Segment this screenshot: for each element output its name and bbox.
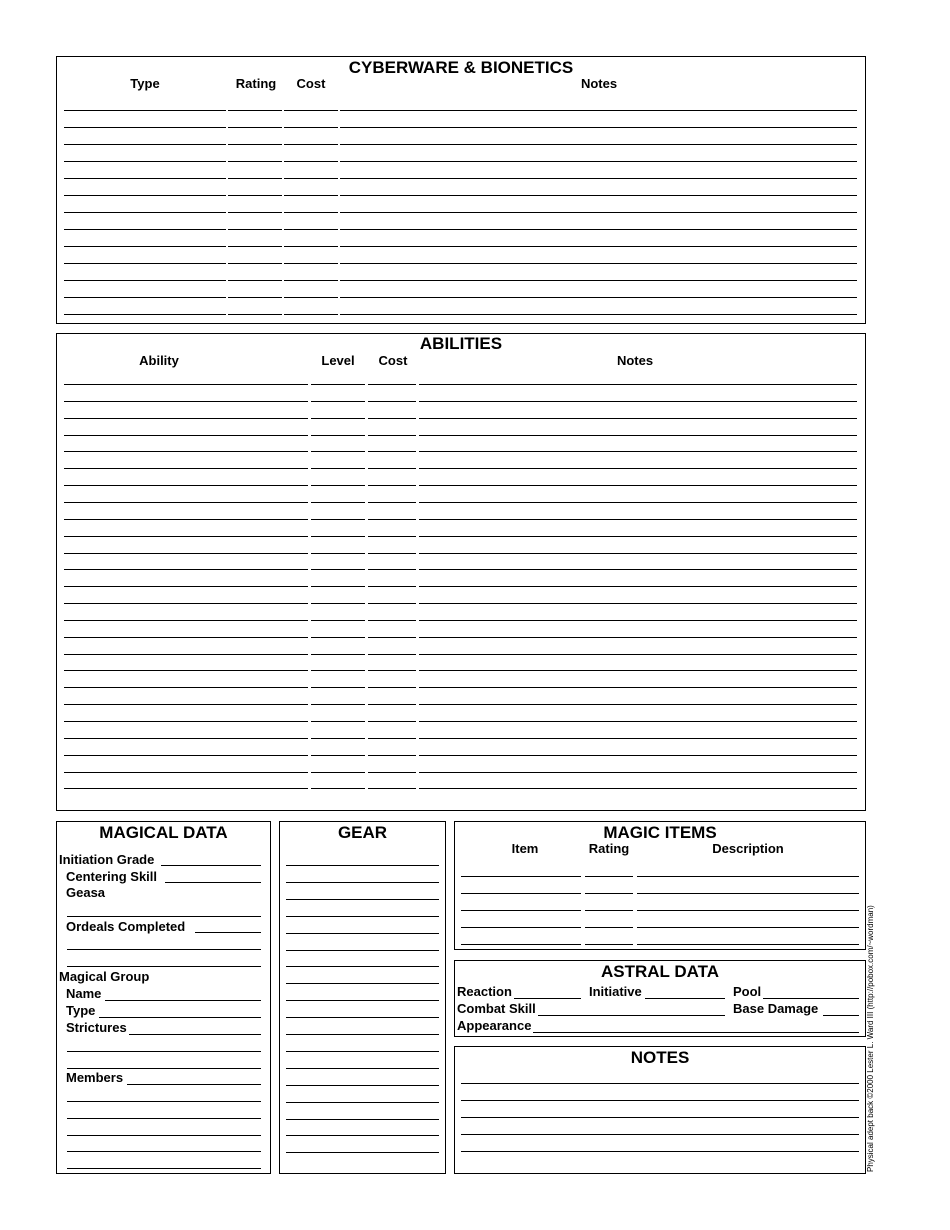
ability-entry-line[interactable]: [311, 654, 365, 655]
cyberware-entry-line[interactable]: [340, 280, 857, 281]
gear-entry-line[interactable]: [286, 1085, 439, 1086]
gear-entry-line[interactable]: [286, 1119, 439, 1120]
cyberware-entry-line[interactable]: [64, 314, 226, 315]
ability-entry-line[interactable]: [311, 772, 365, 773]
ability-entry-line[interactable]: [368, 536, 416, 537]
cyberware-entry-line[interactable]: [228, 314, 282, 315]
gear-entry-line[interactable]: [286, 1152, 439, 1153]
cyberware-entry-line[interactable]: [284, 161, 338, 162]
ability-entry-line[interactable]: [419, 586, 857, 587]
cyberware-entry-line[interactable]: [340, 195, 857, 196]
cyberware-entry-line[interactable]: [64, 280, 226, 281]
cyberware-entry-line[interactable]: [284, 144, 338, 145]
cyberware-entry-line[interactable]: [284, 110, 338, 111]
magic-item-entry-line[interactable]: [637, 910, 859, 911]
cyberware-entry-line[interactable]: [228, 212, 282, 213]
cyberware-entry-line[interactable]: [284, 280, 338, 281]
gear-entry-line[interactable]: [286, 865, 439, 866]
gear-entry-line[interactable]: [286, 966, 439, 967]
ability-entry-line[interactable]: [419, 384, 857, 385]
pool-label: Pool: [733, 984, 762, 999]
cyberware-entry-line[interactable]: [284, 127, 338, 128]
ability-entry-line[interactable]: [64, 586, 308, 587]
ability-entry-line[interactable]: [311, 586, 365, 587]
gear-entry-line[interactable]: [286, 1135, 439, 1136]
ability-entry-line[interactable]: [311, 451, 365, 452]
magical-data-entry-line[interactable]: [67, 1101, 261, 1102]
group-name-label: Name: [66, 986, 102, 1001]
group-type-label: Type: [66, 1003, 96, 1018]
cyberware-entry-line[interactable]: [64, 297, 226, 298]
ability-entry-line[interactable]: [419, 738, 857, 739]
ability-entry-line[interactable]: [368, 519, 416, 520]
notes-title: NOTES: [630, 1048, 690, 1067]
ability-entry-line[interactable]: [64, 738, 308, 739]
cyberware-entry-line[interactable]: [284, 246, 338, 247]
magical-data-entry-line[interactable]: [67, 966, 261, 967]
cyberware-entry-line[interactable]: [64, 161, 226, 162]
magic-item-entry-line[interactable]: [461, 910, 581, 911]
cyberware-section: [56, 56, 866, 324]
ability-entry-line[interactable]: [311, 519, 365, 520]
geasa-label: Geasa: [66, 885, 106, 900]
cyberware-entry-line[interactable]: [228, 246, 282, 247]
ability-entry-line[interactable]: [311, 738, 365, 739]
magic-item-entry-line[interactable]: [585, 893, 633, 894]
ability-entry-line[interactable]: [419, 569, 857, 570]
ability-entry-line[interactable]: [64, 772, 308, 773]
cyberware-title: CYBERWARE & BIONETICS: [348, 58, 574, 77]
magic-item-entry-line[interactable]: [461, 944, 581, 945]
magical-data-entry-line[interactable]: [67, 1118, 261, 1119]
reaction-label: Reaction: [457, 984, 512, 999]
ability-entry-line[interactable]: [311, 536, 365, 537]
cyberware-entry-line[interactable]: [64, 195, 226, 196]
abilities-notes-header: Notes: [616, 353, 654, 368]
centering-skill-label: Centering Skill: [66, 869, 158, 884]
ability-entry-line[interactable]: [311, 569, 365, 570]
magical-group-label: Magical Group: [59, 969, 150, 984]
cyberware-entry-line[interactable]: [340, 229, 857, 230]
ability-entry-line[interactable]: [368, 502, 416, 503]
ability-entry-line[interactable]: [64, 569, 308, 570]
cyberware-entry-line[interactable]: [340, 297, 857, 298]
cyberware-entry-line[interactable]: [340, 263, 857, 264]
magical-data-entry-line[interactable]: [105, 1000, 261, 1001]
gear-entry-line[interactable]: [286, 1068, 439, 1069]
ability-entry-line[interactable]: [311, 788, 365, 789]
magic-item-entry-line[interactable]: [637, 927, 859, 928]
gear-entry-line[interactable]: [286, 882, 439, 883]
notes-entry-line[interactable]: [461, 1083, 859, 1084]
appearance-label: Appearance: [457, 1018, 532, 1033]
magical-data-entry-line[interactable]: [67, 1151, 261, 1152]
ability-entry-line[interactable]: [368, 721, 416, 722]
ability-entry-line[interactable]: [419, 553, 857, 554]
ability-entry-line[interactable]: [419, 603, 857, 604]
ability-entry-line[interactable]: [419, 721, 857, 722]
cyberware-entry-line[interactable]: [340, 161, 857, 162]
cyberware-entry-line[interactable]: [64, 263, 226, 264]
ability-entry-line[interactable]: [311, 485, 365, 486]
magic-items-description-header: Description: [712, 841, 784, 856]
ability-entry-line[interactable]: [368, 435, 416, 436]
magic-items-title: MAGIC ITEMS: [603, 823, 717, 842]
ability-entry-line[interactable]: [419, 772, 857, 773]
ability-entry-line[interactable]: [368, 569, 416, 570]
cyberware-entry-line[interactable]: [64, 246, 226, 247]
ability-entry-line[interactable]: [368, 553, 416, 554]
magical-data-entry-line[interactable]: [127, 1084, 261, 1085]
cyberware-entry-line[interactable]: [284, 314, 338, 315]
astral-data-section: [454, 960, 866, 1037]
magical-data-entry-line[interactable]: [67, 1051, 261, 1052]
ability-entry-line[interactable]: [368, 755, 416, 756]
initiative-label: Initiative: [589, 984, 642, 999]
ability-entry-line[interactable]: [64, 704, 308, 705]
notes-entry-line[interactable]: [461, 1134, 859, 1135]
ability-entry-line[interactable]: [419, 485, 857, 486]
magical-data-entry-line[interactable]: [67, 1068, 261, 1069]
ordeals-completed-label: Ordeals Completed: [66, 919, 186, 934]
magical-data-entry-line[interactable]: [67, 1168, 261, 1169]
cyberware-entry-line[interactable]: [284, 178, 338, 179]
members-label: Members: [66, 1070, 124, 1085]
combat-skill-label: Combat Skill: [457, 1001, 536, 1016]
ability-entry-line[interactable]: [311, 620, 365, 621]
astral-data-title: ASTRAL DATA: [600, 962, 720, 981]
ability-entry-line[interactable]: [368, 468, 416, 469]
ability-entry-line[interactable]: [419, 620, 857, 621]
ability-entry-line[interactable]: [368, 485, 416, 486]
ability-entry-line[interactable]: [368, 384, 416, 385]
ability-entry-line[interactable]: [419, 536, 857, 537]
ability-entry-line[interactable]: [64, 788, 308, 789]
cyberware-entry-line[interactable]: [340, 110, 857, 111]
ability-entry-line[interactable]: [368, 603, 416, 604]
gear-entry-line[interactable]: [286, 1051, 439, 1052]
ability-entry-line[interactable]: [419, 704, 857, 705]
ability-entry-line[interactable]: [311, 553, 365, 554]
ability-entry-line[interactable]: [419, 687, 857, 688]
cyberware-entry-line[interactable]: [340, 178, 857, 179]
cyberware-entry-line[interactable]: [228, 161, 282, 162]
cyberware-entry-line[interactable]: [340, 144, 857, 145]
ability-entry-line[interactable]: [64, 721, 308, 722]
ability-entry-line[interactable]: [368, 620, 416, 621]
notes-entry-line[interactable]: [461, 1100, 859, 1101]
cyberware-notes-header: Notes: [580, 76, 618, 91]
ability-entry-line[interactable]: [64, 620, 308, 621]
ability-entry-line[interactable]: [368, 451, 416, 452]
ability-entry-line[interactable]: [368, 772, 416, 773]
cyberware-rating-header: Rating: [235, 76, 277, 91]
abilities-ability-header: Ability: [139, 353, 179, 368]
abilities-cost-header: Cost: [378, 353, 408, 368]
cyberware-entry-line[interactable]: [228, 297, 282, 298]
cyberware-entry-line[interactable]: [228, 178, 282, 179]
ability-entry-line[interactable]: [419, 451, 857, 452]
ability-entry-line[interactable]: [311, 721, 365, 722]
cyberware-entry-line[interactable]: [228, 144, 282, 145]
ability-entry-line[interactable]: [368, 670, 416, 671]
notes-section: [454, 1046, 866, 1174]
ability-entry-line[interactable]: [64, 502, 308, 503]
ability-entry-line[interactable]: [368, 738, 416, 739]
ability-entry-line[interactable]: [419, 670, 857, 671]
cyberware-entry-line[interactable]: [284, 229, 338, 230]
cyberware-entry-line[interactable]: [64, 110, 226, 111]
magic-item-entry-line[interactable]: [585, 927, 633, 928]
cyberware-type-header: Type: [130, 76, 160, 91]
ability-entry-line[interactable]: [64, 435, 308, 436]
notes-entry-line[interactable]: [461, 1117, 859, 1118]
ability-entry-line[interactable]: [64, 418, 308, 419]
cyberware-entry-line[interactable]: [284, 263, 338, 264]
cyberware-entry-line[interactable]: [228, 229, 282, 230]
ability-entry-line[interactable]: [419, 654, 857, 655]
ability-entry-line[interactable]: [368, 401, 416, 402]
gear-title: GEAR: [337, 823, 388, 842]
magical-data-entry-line[interactable]: [195, 932, 261, 933]
cyberware-entry-line[interactable]: [64, 144, 226, 145]
cyberware-entry-line[interactable]: [284, 297, 338, 298]
gear-entry-line[interactable]: [286, 933, 439, 934]
ability-entry-line[interactable]: [419, 502, 857, 503]
ability-entry-line[interactable]: [311, 435, 365, 436]
notes-entry-line[interactable]: [461, 1151, 859, 1152]
ability-entry-line[interactable]: [311, 637, 365, 638]
cyberware-entry-line[interactable]: [228, 110, 282, 111]
ability-entry-line[interactable]: [64, 603, 308, 604]
ability-entry-line[interactable]: [64, 468, 308, 469]
ability-entry-line[interactable]: [311, 384, 365, 385]
magical-data-entry-line[interactable]: [165, 882, 261, 883]
magic-item-entry-line[interactable]: [585, 876, 633, 877]
ability-entry-line[interactable]: [64, 401, 308, 402]
abilities-title: ABILITIES: [419, 334, 503, 353]
cyberware-entry-line[interactable]: [228, 263, 282, 264]
ability-entry-line[interactable]: [64, 451, 308, 452]
magical-data-entry-line[interactable]: [99, 1017, 261, 1018]
gear-entry-line[interactable]: [286, 983, 439, 984]
ability-entry-line[interactable]: [64, 687, 308, 688]
ability-entry-line[interactable]: [368, 687, 416, 688]
cyberware-entry-line[interactable]: [228, 195, 282, 196]
ability-entry-line[interactable]: [419, 788, 857, 789]
magic-items-section: [454, 821, 866, 950]
cyberware-cost-header: Cost: [296, 76, 326, 91]
ability-entry-line[interactable]: [419, 519, 857, 520]
cyberware-entry-line[interactable]: [64, 178, 226, 179]
cyberware-entry-line[interactable]: [284, 195, 338, 196]
ability-entry-line[interactable]: [64, 654, 308, 655]
cyberware-entry-line[interactable]: [228, 127, 282, 128]
gear-section: [279, 821, 446, 1174]
magic-item-entry-line[interactable]: [461, 927, 581, 928]
magic-item-entry-line[interactable]: [637, 944, 859, 945]
ability-entry-line[interactable]: [419, 755, 857, 756]
cyberware-entry-line[interactable]: [340, 314, 857, 315]
cyberware-entry-line[interactable]: [340, 127, 857, 128]
magic-item-entry-line[interactable]: [585, 944, 633, 945]
ability-entry-line[interactable]: [311, 704, 365, 705]
cyberware-entry-line[interactable]: [340, 246, 857, 247]
ability-entry-line[interactable]: [368, 654, 416, 655]
ability-entry-line[interactable]: [368, 788, 416, 789]
cyberware-entry-line[interactable]: [64, 127, 226, 128]
magic-items-rating-header: Rating: [588, 841, 630, 856]
magic-item-entry-line[interactable]: [637, 876, 859, 877]
cyberware-entry-line[interactable]: [284, 212, 338, 213]
cyberware-entry-line[interactable]: [340, 212, 857, 213]
magic-item-entry-line[interactable]: [461, 893, 581, 894]
gear-entry-line[interactable]: [286, 916, 439, 917]
gear-entry-line[interactable]: [286, 1000, 439, 1001]
ability-entry-line[interactable]: [368, 637, 416, 638]
magical-data-entry-line[interactable]: [67, 949, 261, 950]
magical-data-section: [56, 821, 271, 1174]
magic-item-entry-line[interactable]: [637, 893, 859, 894]
ability-entry-line[interactable]: [64, 670, 308, 671]
ability-entry-line[interactable]: [64, 384, 308, 385]
magical-data-title: MAGICAL DATA: [99, 823, 228, 842]
ability-entry-line[interactable]: [64, 755, 308, 756]
ability-entry-line[interactable]: [419, 468, 857, 469]
ability-entry-line[interactable]: [419, 637, 857, 638]
ability-entry-line[interactable]: [64, 553, 308, 554]
ability-entry-line[interactable]: [368, 704, 416, 705]
ability-entry-line[interactable]: [311, 755, 365, 756]
cyberware-entry-line[interactable]: [64, 212, 226, 213]
magical-data-entry-line[interactable]: [67, 916, 261, 917]
gear-entry-line[interactable]: [286, 1102, 439, 1103]
ability-entry-line[interactable]: [311, 418, 365, 419]
magic-item-entry-line[interactable]: [585, 910, 633, 911]
copyright-credit: Physical adept back ©2000 Lester L. Ward III (http://pobox.com/~wordman): [866, 905, 875, 1172]
ability-entry-line[interactable]: [64, 637, 308, 638]
ability-entry-line[interactable]: [64, 485, 308, 486]
magic-items-item-header: Item: [511, 841, 539, 856]
ability-entry-line[interactable]: [311, 687, 365, 688]
magical-data-entry-line[interactable]: [161, 865, 261, 866]
ability-entry-line[interactable]: [311, 502, 365, 503]
gear-entry-line[interactable]: [286, 1017, 439, 1018]
ability-entry-line[interactable]: [64, 519, 308, 520]
gear-entry-line[interactable]: [286, 899, 439, 900]
strictures-label: Strictures: [66, 1020, 127, 1035]
ability-entry-line[interactable]: [311, 603, 365, 604]
ability-entry-line[interactable]: [64, 536, 308, 537]
magical-data-entry-line[interactable]: [67, 1135, 261, 1136]
ability-entry-line[interactable]: [419, 435, 857, 436]
ability-entry-line[interactable]: [419, 418, 857, 419]
ability-entry-line[interactable]: [419, 401, 857, 402]
gear-entry-line[interactable]: [286, 1034, 439, 1035]
base-damage-label: Base Damage: [733, 1001, 819, 1016]
abilities-level-header: Level: [321, 353, 355, 368]
abilities-section: [56, 333, 866, 811]
gear-entry-line[interactable]: [286, 950, 439, 951]
cyberware-entry-line[interactable]: [64, 229, 226, 230]
initiation-grade-label: Initiation Grade: [59, 852, 155, 867]
cyberware-entry-line[interactable]: [228, 280, 282, 281]
ability-entry-line[interactable]: [311, 468, 365, 469]
ability-entry-line[interactable]: [311, 670, 365, 671]
ability-entry-line[interactable]: [368, 586, 416, 587]
ability-entry-line[interactable]: [311, 401, 365, 402]
magic-item-entry-line[interactable]: [461, 876, 581, 877]
magical-data-entry-line[interactable]: [127, 1034, 261, 1035]
ability-entry-line[interactable]: [368, 418, 416, 419]
